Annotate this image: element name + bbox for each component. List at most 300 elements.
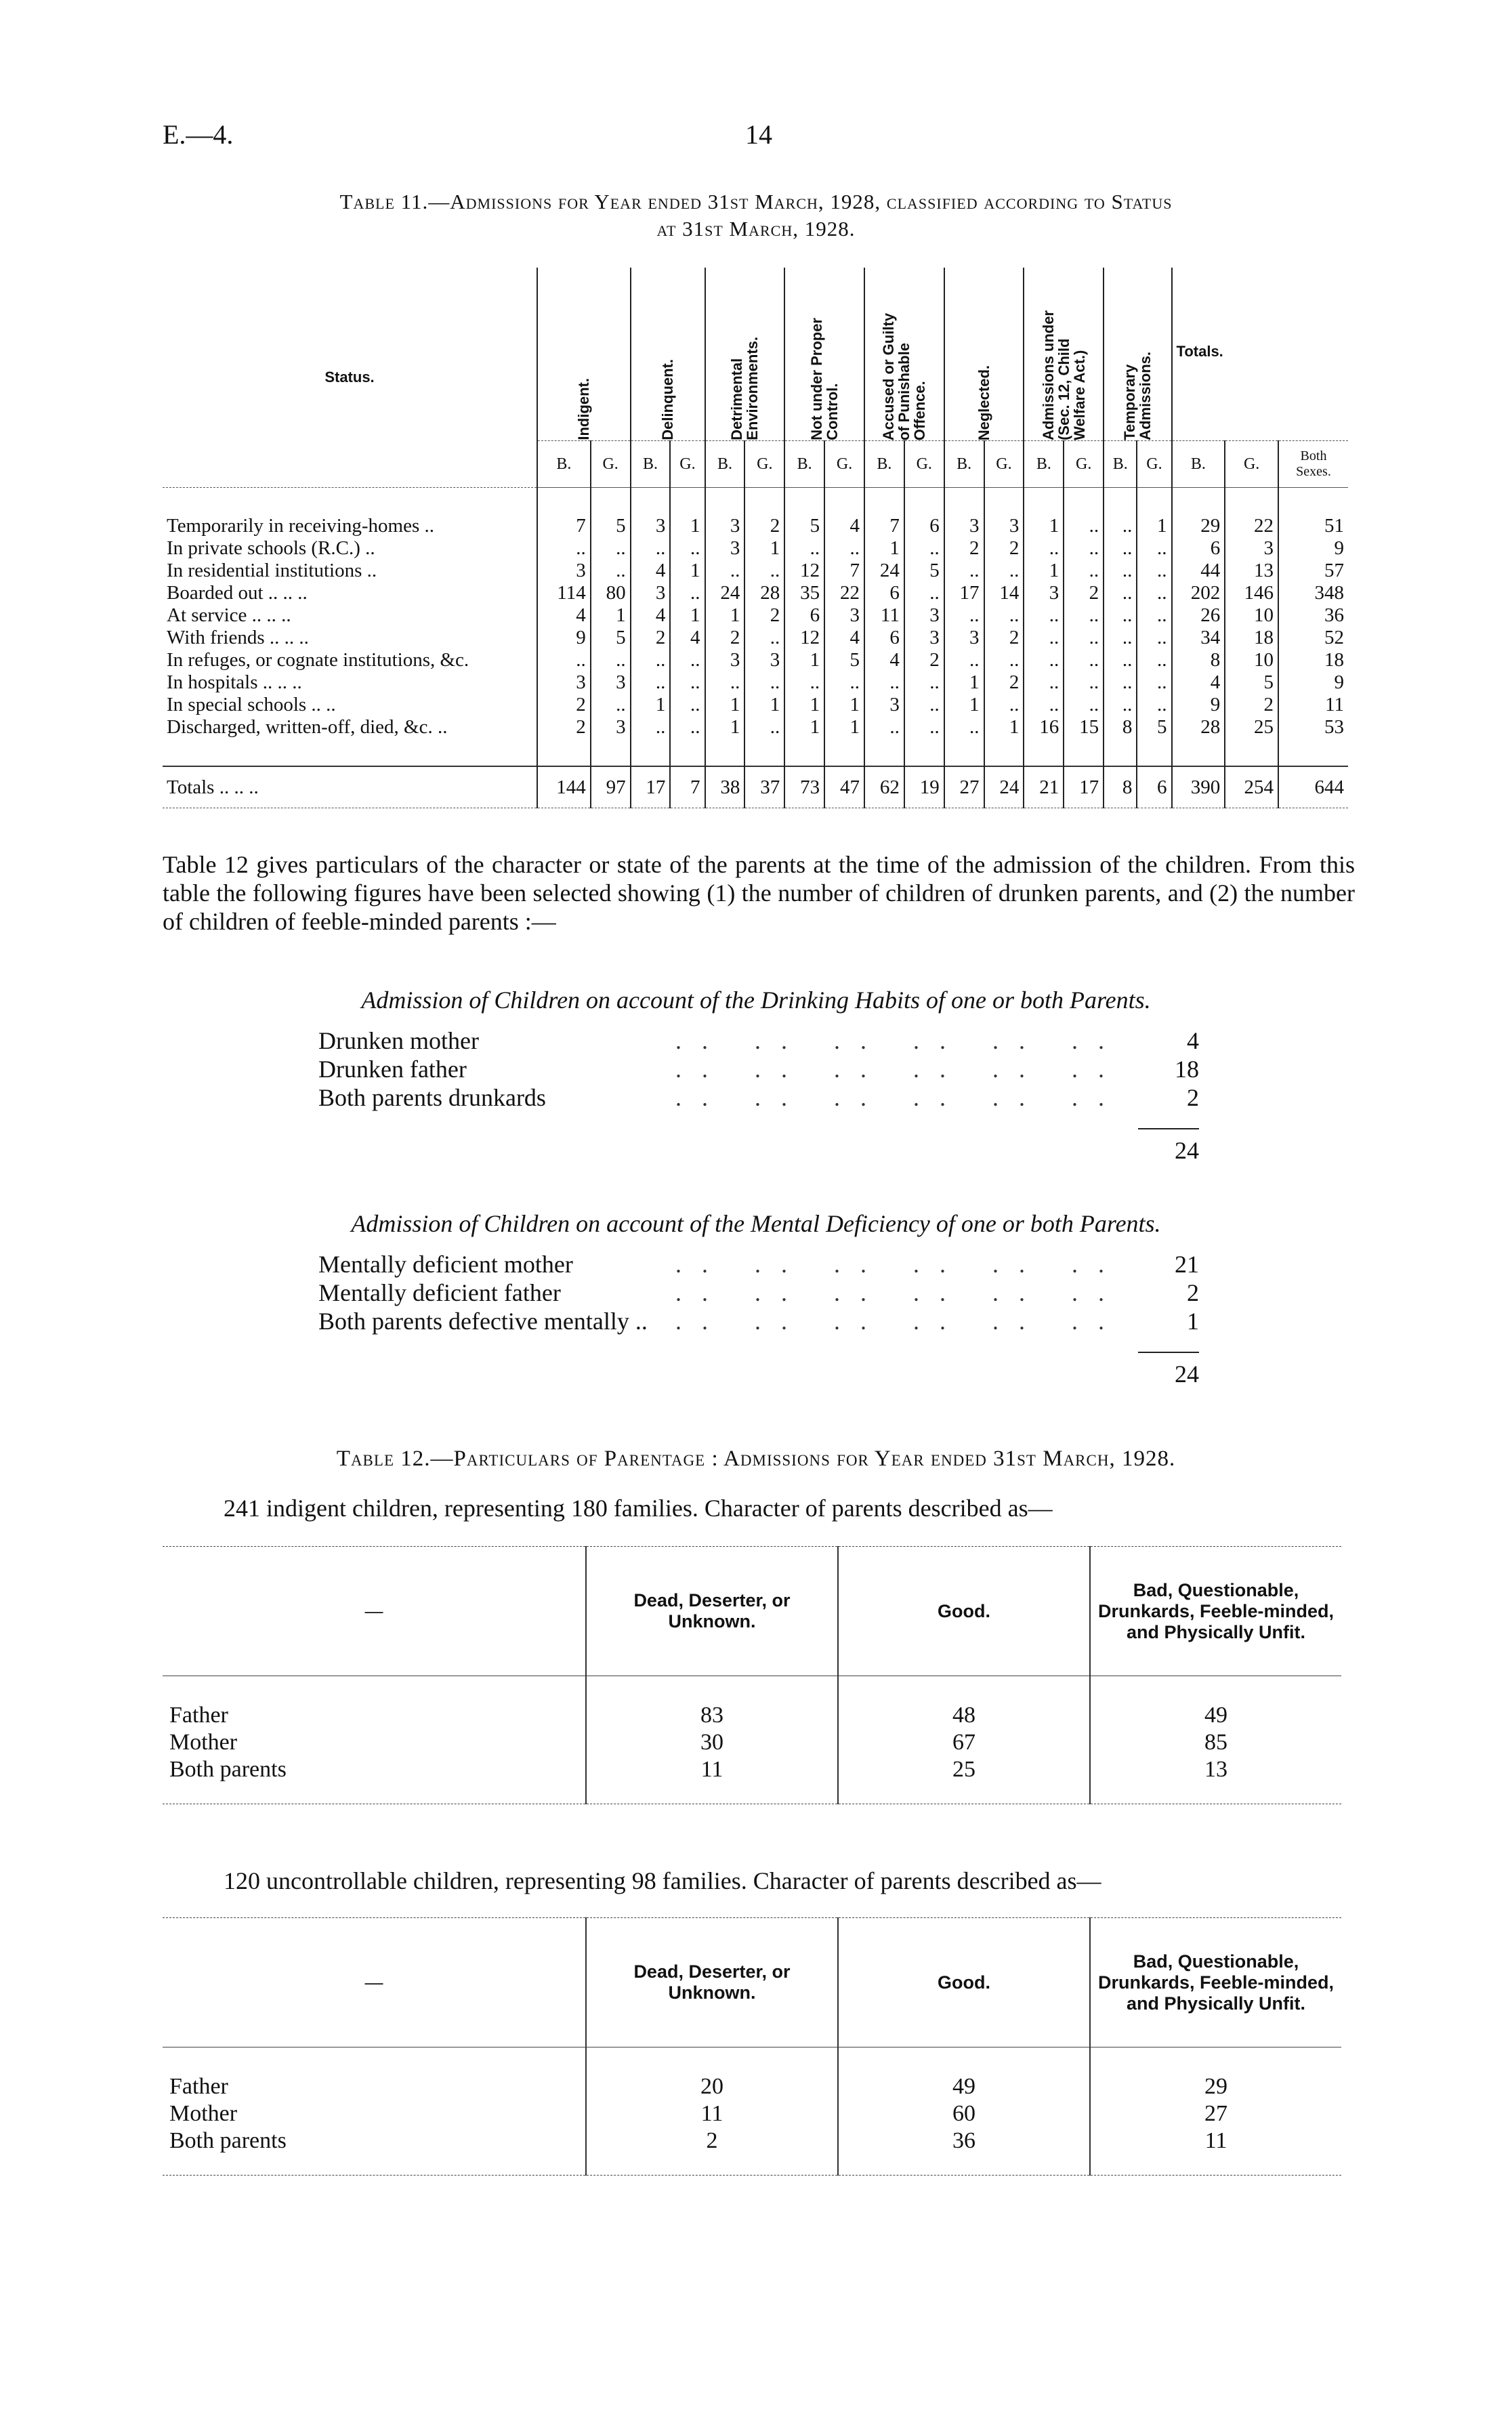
boys-col: B. [944,441,984,488]
cell-value: 3 [591,671,631,694]
list-item [318,1026,1199,1055]
cell-value: .. [670,649,705,671]
cell-value: 2 [1064,582,1104,604]
cell-value: 62 [864,766,904,808]
table-row [163,1729,1341,1756]
item-value: 2 [1187,1084,1199,1111]
leader-dots: .. .. .. .. .. .. [675,1084,1125,1111]
column-header: Dead, Deserter, or Unknown. [586,1918,838,2047]
cell-value: 3 [1024,582,1064,604]
cell-value: 6 [784,604,824,627]
table-row [163,582,1348,604]
cell-value: .. [1137,582,1171,604]
row-label: Both parents [169,1757,287,1782]
cell-value: 47 [824,766,864,808]
cell-value: 1 [784,694,824,716]
cell-value: .. [904,582,944,604]
cell-value: 1 [1024,515,1064,537]
cell-value: 3 [904,627,944,649]
cell-value: 1 [944,694,984,716]
row-label: In private schools (R.C.) .. [167,537,375,559]
cell-value: 3 [537,560,591,582]
cell-value: 97 [591,766,631,808]
cell-value: 1 [670,515,705,537]
table11-title-line2: at 31st March, 1928. [656,217,856,241]
cell-value: 7 [824,560,864,582]
cell-value: .. [1064,515,1104,537]
cell-value: 5 [784,515,824,537]
cell-value: .. [784,537,824,560]
row-label: In residential institutions .. [167,560,377,581]
girls-col: G. [824,441,864,488]
cell-value: 1 [670,560,705,582]
item-value: 18 [1175,1056,1199,1083]
drinking-total: 24 [1138,1128,1199,1165]
cell-value: .. [591,560,631,582]
spacer-cell [1090,2155,1341,2176]
cell-value: 9 [1172,694,1225,716]
spacer-cell [838,1783,1090,1804]
cell-value: 67 [838,1729,1090,1756]
cell-value: 14 [984,582,1024,604]
spacer [163,2155,1341,2176]
category-header [1172,268,1348,441]
cell-value: 1 [744,694,784,716]
cell-value: .. [944,649,984,671]
leader-dots: .. .. .. .. .. .. [675,1027,1125,1054]
cell-value: 3 [631,582,671,604]
category-header [705,268,785,441]
cell-value: 83 [586,1702,838,1729]
spacer [163,1783,1341,1804]
cell-value: .. [705,671,745,694]
table-row [163,1702,1341,1729]
cell-value: 13 [1225,560,1278,582]
list-item [318,1250,1199,1278]
table-row [163,537,1348,560]
category-label: Neglected. [975,365,992,440]
cell-value: 51 [1278,515,1348,537]
boys-col: B. [784,441,824,488]
cell-value: 2 [904,649,944,671]
cell-value: 644 [1278,766,1348,808]
cell-value: 1 [705,604,745,627]
cell-value: 24 [705,582,745,604]
column-header: Good. [838,1547,1090,1676]
cell-value: .. [1104,627,1137,649]
cell-value: .. [824,671,864,694]
cell-value: 38 [705,766,745,808]
table-row [163,716,1348,739]
cell-value: 1 [1137,515,1171,537]
leader-dots: .. .. .. .. .. .. [675,1056,1125,1083]
girls-col: G. [1137,441,1171,488]
cell-value: 2 [744,515,784,537]
cell-value: .. [631,716,671,739]
cell-value: .. [984,560,1024,582]
row-label: In refuges, or cognate institutions, &c. [167,649,469,671]
cell-value: .. [1064,537,1104,560]
cell-value: 28 [1172,716,1225,739]
cell-value: 27 [944,766,984,808]
cell-value: .. [631,537,671,560]
cell-value: 2 [586,2127,838,2155]
column-header: Dead, Deserter, or Unknown. [586,1547,838,1676]
parentage-table-indigent [163,1546,1341,1804]
column-header: Bad, Questionable, Drunkards, Feeble-minded, and Physically Unfit. [1090,1918,1341,2047]
row-label: Discharged, written-off, died, &c. .. [167,716,448,738]
table11 [163,268,1348,808]
cell-value: 3 [944,627,984,649]
cell-value: 4 [670,627,705,649]
cell-value: .. [904,694,944,716]
cell-value: 3 [705,649,745,671]
cell-value: 1 [944,671,984,694]
cell-value: .. [1137,537,1171,560]
cell-value: 4 [824,627,864,649]
cell-value: 11 [586,2100,838,2127]
boys-col: B. [537,441,591,488]
cell-value: 1 [744,537,784,560]
cell-value: 7 [670,766,705,808]
cell-value: .. [984,694,1024,716]
category-header [944,268,1024,441]
girls-col: G. [744,441,784,488]
table12-title: Table 12.—Particulars of Parentage : Admissions for Year ended 31st March, 1928. [336,1447,1176,1471]
mental-total: 24 [1138,1352,1199,1388]
cell-value: 52 [1278,627,1348,649]
cell-value: 5 [1137,716,1171,739]
cell-value: 21 [1024,766,1064,808]
header-row [163,1547,1341,1676]
cell-value: .. [1104,649,1137,671]
cell-value: 11 [586,1756,838,1783]
cell-value: 348 [1278,582,1348,604]
intro-paragraph: Table 12 gives particulars of the character or state of the parents at the time of the admission of the children. From this table the following figures have been selected showing (1) the number of children of drunken parents, and (2) the number of children of feeble-minded parents :— [163,851,1355,935]
cell-value: .. [1024,649,1064,671]
cell-value: 24 [984,766,1024,808]
cell-value: 29 [1090,2073,1341,2100]
spacer-cell [586,2155,838,2176]
cell-value: 16 [1024,716,1064,739]
cell-value: 17 [631,766,671,808]
section1-intro: 241 indigent children, representing 180 families. Character of parents described as— [224,1495,1053,1522]
spacer [163,1676,1341,1703]
table-row [163,560,1348,582]
table-row [163,649,1348,671]
cell-value: 57 [1278,560,1348,582]
cell-value: 4 [537,604,591,627]
cell-value: 5 [904,560,944,582]
cell-value: 17 [1064,766,1104,808]
cell-value: .. [591,537,631,560]
table-row [163,671,1348,694]
table-row [163,2127,1341,2155]
item-value: 21 [1175,1251,1199,1278]
spacer-cell [163,2155,586,2176]
cell-value: .. [670,582,705,604]
list-item [318,1055,1199,1083]
cell-value: 7 [537,515,591,537]
cell-value: .. [864,671,904,694]
table-row [163,766,1348,808]
row-label: Mother [169,2101,238,2126]
cell-value: .. [631,649,671,671]
cell-value: .. [1137,627,1171,649]
cell-value: 4 [864,649,904,671]
cell-value: 12 [784,560,824,582]
boys-col: B. [1024,441,1064,488]
cell-value: .. [1104,560,1137,582]
cell-value: .. [784,671,824,694]
cell-value: 4 [824,515,864,537]
cell-value: .. [1137,694,1171,716]
cell-value: 5 [591,515,631,537]
cell-value: 3 [904,604,944,627]
cell-value: 6 [864,582,904,604]
cell-value: 5 [591,627,631,649]
cell-value: .. [537,649,591,671]
cell-value: 15 [1064,716,1104,739]
parentage-table-uncontrollable [163,1917,1341,2176]
cell-value: 3 [944,515,984,537]
cell-value: 9 [1278,537,1348,560]
cell-value: 3 [591,716,631,739]
boys-col: B. [631,441,671,488]
cell-value: 8 [1172,649,1225,671]
cell-value: .. [1104,671,1137,694]
cell-value: 22 [824,582,864,604]
header-row [163,1918,1341,2047]
cell-value: .. [1104,515,1137,537]
spacer-cell [838,2047,1090,2074]
cell-value: 25 [838,1756,1090,1783]
row-label: Boarded out .. .. .. [167,582,308,604]
cell-value: .. [984,604,1024,627]
cell-value: 3 [705,537,745,560]
boys-col: B. [864,441,904,488]
cell-value: 36 [838,2127,1090,2155]
leader-dots: .. .. .. .. .. .. [675,1308,1125,1335]
cell-value: 12 [784,627,824,649]
column-header: Bad, Questionable, Drunkards, Feeble-minded, and Physically Unfit. [1090,1547,1341,1676]
item-label: Both parents defective mentally .. [318,1308,648,1335]
category-header [784,268,864,441]
cell-value: .. [1104,694,1137,716]
cell-value: .. [1064,627,1104,649]
cell-value: 2 [744,604,784,627]
cell-value: .. [1064,671,1104,694]
drinking-list [318,1026,1199,1112]
cell-value: 9 [1278,671,1348,694]
cell-value: 3 [1225,537,1278,560]
cell-value: 1 [784,649,824,671]
cell-value: .. [1024,604,1064,627]
cell-value: 1 [1024,560,1064,582]
cell-value: 144 [537,766,591,808]
cell-value: 11 [1278,694,1348,716]
cell-value: 5 [824,649,864,671]
cell-value: .. [1064,649,1104,671]
cell-value: 85 [1090,1729,1341,1756]
cell-value: 49 [838,2073,1090,2100]
category-header [864,268,944,441]
cell-value: 2 [1225,694,1278,716]
section2-intro: 120 uncontrollable children, representing 98 families. Character of parents described as— [224,1867,1101,1894]
spacer [163,2047,1341,2074]
spacer-cell [163,2047,586,2074]
status-header [163,268,537,488]
category-label: Temporary Admissions. [1121,352,1154,440]
cell-value: 80 [591,582,631,604]
cell-value: .. [1104,604,1137,627]
cell-value: 27 [1090,2100,1341,2127]
cell-value: 2 [537,716,591,739]
cell-value: .. [744,560,784,582]
cell-value: 10 [1225,649,1278,671]
cell-value: 4 [631,560,671,582]
cell-value: .. [1137,649,1171,671]
cell-value: 37 [744,766,784,808]
boys-col: B. [1104,441,1137,488]
cell-value: 5 [1225,671,1278,694]
category-label: Not under Proper Control. [808,318,841,440]
row-label: Mother [169,1730,238,1755]
cell-value: 24 [864,560,904,582]
cell-value: .. [1064,694,1104,716]
cell-value: 9 [537,627,591,649]
cell-value: .. [904,537,944,560]
cell-value: .. [1104,537,1137,560]
cell-value: .. [904,671,944,694]
cell-value: .. [904,716,944,739]
cell-value: 30 [586,1729,838,1756]
list-item [318,1278,1199,1307]
cell-value: 2 [984,537,1024,560]
cell-value: 3 [744,649,784,671]
category-label: Delinquent. [659,359,676,440]
category-header [631,268,705,441]
table-row [163,2100,1341,2127]
column-header: — [163,1918,586,2047]
spacer-cell [163,1676,586,1703]
girls-col: G. [1225,441,1278,488]
category-label: Accused or Guilty of Punishable Offence. [880,312,929,440]
cell-value: .. [744,671,784,694]
cell-value: .. [744,716,784,739]
cell-value: 3 [537,671,591,694]
leader-dots: .. .. .. .. .. .. [675,1251,1125,1278]
item-value: 2 [1187,1279,1199,1306]
mental-heading: Admission of Children on account of the Mental Deficiency of one or both Parents. [351,1210,1161,1237]
item-value: 1 [1187,1308,1199,1335]
cell-value: .. [591,649,631,671]
cell-value: 202 [1172,582,1225,604]
category-header [537,268,631,441]
table-row [163,604,1348,627]
category-header [1024,268,1104,441]
cell-value: 3 [984,515,1024,537]
cell-value: .. [631,671,671,694]
cell-value: 2 [631,627,671,649]
cell-value: 1 [864,537,904,560]
cell-value: .. [1137,604,1171,627]
cell-value: .. [824,537,864,560]
row-label: Father [169,1703,228,1728]
column-header: — [163,1547,586,1676]
cell-value: .. [944,560,984,582]
cell-value: 1 [784,716,824,739]
cell-value: 48 [838,1702,1090,1729]
table-row [163,515,1348,537]
cell-value: 13 [1090,1756,1341,1783]
cell-value: .. [864,716,904,739]
list-item [318,1083,1199,1112]
category-header [1104,268,1171,441]
spacer-cell [586,2047,838,2074]
cell-value: 3 [631,515,671,537]
cell-value: .. [670,716,705,739]
cell-value: .. [1064,560,1104,582]
cell-value: 25 [1225,716,1278,739]
category-label: Admissions under (Sec. 12, Child Welfare Act.) [1039,310,1088,440]
cell-value: 1 [824,694,864,716]
cell-value: 22 [1225,515,1278,537]
table-row [163,2073,1341,2100]
item-label: Both parents drunkards [318,1084,546,1111]
category-label: Indigent. [575,378,593,440]
cell-value: 1 [705,716,745,739]
cell-value: .. [1137,671,1171,694]
cell-value: 2 [984,627,1024,649]
table-row [163,627,1348,649]
spacer-cell [163,1783,586,1804]
mental-list [318,1250,1199,1335]
cell-value: .. [705,560,745,582]
cell-value: .. [591,694,631,716]
cell-value: .. [984,649,1024,671]
cell-value: 6 [1172,537,1225,560]
cell-value: 2 [984,671,1024,694]
cell-value: 114 [537,582,591,604]
row-label: Both parents [169,2128,287,2153]
spacer-cell [838,1676,1090,1703]
row-label: Temporarily in receiving-homes .. [167,515,434,537]
cell-value: 3 [824,604,864,627]
boys-col: B. [1172,441,1225,488]
row-label: In special schools .. .. [167,694,336,715]
cell-value: 19 [904,766,944,808]
cell-value: 20 [586,2073,838,2100]
girls-col: G. [670,441,705,488]
cell-value: .. [670,694,705,716]
cell-value: 36 [1278,604,1348,627]
cell-value: 17 [944,582,984,604]
cell-value: 28 [744,582,784,604]
table-row [163,1756,1341,1783]
item-label: Mentally deficient father [318,1279,561,1306]
cell-value: 53 [1278,716,1348,739]
spacer-cell [586,1783,838,1804]
cell-value: 7 [864,515,904,537]
cell-value: .. [944,716,984,739]
item-label: Drunken father [318,1056,467,1083]
spacer [163,488,1348,516]
cell-value: 26 [1172,604,1225,627]
category-label: Detrimental Environments. [728,337,761,440]
page-reference: E.—4. [163,119,234,150]
cell-value: 11 [864,604,904,627]
